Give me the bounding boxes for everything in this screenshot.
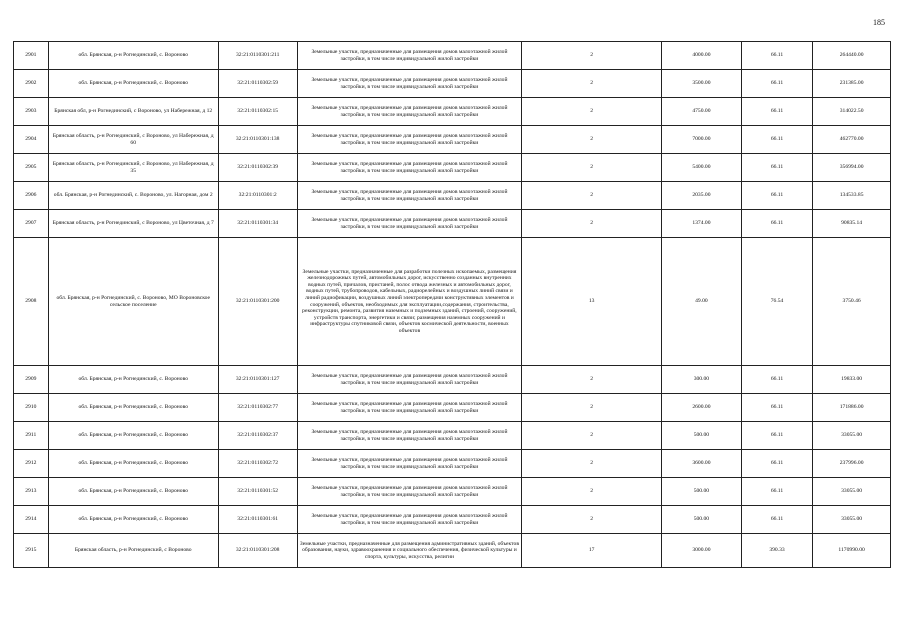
address-cell: обл. Брянская, р-н Рогнединский, с. Вороново, ул. Нагорная, дом 2 bbox=[48, 182, 218, 210]
row-number: 2913 bbox=[14, 478, 49, 506]
row-number: 2911 bbox=[14, 422, 49, 450]
address-cell: обл. Брянская, р-н Рогнединский, с. Вороново bbox=[48, 394, 218, 422]
table-row bbox=[14, 478, 891, 506]
cadastral-number-cell: 32:21:0110301:2 bbox=[218, 182, 297, 210]
cadastral-value-cell: 33055.00 bbox=[813, 506, 891, 534]
group-cell: 2 bbox=[522, 394, 662, 422]
area-cell: 3000.00 bbox=[662, 534, 742, 568]
land-use-cell: Земельные участки, предназначенные для размещения домов малоэтажной жилой застройки, в том числе индивидуальной жилой застройки bbox=[297, 42, 522, 70]
area-cell: 5400.00 bbox=[662, 154, 742, 182]
specific-value-cell: 66.11 bbox=[741, 182, 812, 210]
group-cell: 2 bbox=[522, 366, 662, 394]
area-cell: 500.00 bbox=[662, 506, 742, 534]
address-cell: обл. Брянская, р-н Рогнединский, с. Вороново, МО Вороновское сельское поселение bbox=[48, 238, 218, 366]
table-row bbox=[14, 98, 891, 126]
cadastral-number-cell: 32:21:0110301:138 bbox=[218, 126, 297, 154]
area-cell: 500.00 bbox=[662, 478, 742, 506]
specific-value-cell: 66.11 bbox=[741, 42, 812, 70]
group-cell: 2 bbox=[522, 126, 662, 154]
group-cell: 2 bbox=[522, 70, 662, 98]
cadastral-value-cell: 3750.46 bbox=[813, 238, 891, 366]
group-cell: 13 bbox=[522, 238, 662, 366]
group-cell: 17 bbox=[522, 534, 662, 568]
group-cell: 2 bbox=[522, 154, 662, 182]
group-cell: 2 bbox=[522, 182, 662, 210]
row-number: 2908 bbox=[14, 238, 49, 366]
address-cell: обл. Брянская, р-н Рогнединский, с. Вороново bbox=[48, 506, 218, 534]
specific-value-cell: 66.11 bbox=[741, 366, 812, 394]
cadastral-value-cell: 33055.00 bbox=[813, 478, 891, 506]
cadastral-number-cell: 32:21:0110301:127 bbox=[218, 366, 297, 394]
cadastral-value-cell: 314022.50 bbox=[813, 98, 891, 126]
cadastral-value-cell: 19833.00 bbox=[813, 366, 891, 394]
area-cell: 4000.00 bbox=[662, 42, 742, 70]
table-row bbox=[14, 450, 891, 478]
area-cell: 3600.00 bbox=[662, 450, 742, 478]
cadastral-number-cell: 32:21:0110301:208 bbox=[218, 534, 297, 568]
table-row bbox=[14, 394, 891, 422]
row-number: 2901 bbox=[14, 42, 49, 70]
row-number: 2906 bbox=[14, 182, 49, 210]
address-cell: обл. Брянская, р-н Рогнединский, с. Вороново bbox=[48, 450, 218, 478]
specific-value-cell: 66.11 bbox=[741, 450, 812, 478]
land-use-cell: Земельные участки, предназначенные для размещения домов малоэтажной жилой застройки, в том числе индивидуальной жилой застройки bbox=[297, 366, 522, 394]
address-cell: обл. Брянская, р-н Рогнединский, с. Вороново bbox=[48, 366, 218, 394]
table-row bbox=[14, 366, 891, 394]
area-cell: 1374.00 bbox=[662, 210, 742, 238]
row-number: 2915 bbox=[14, 534, 49, 568]
address-cell: обл. Брянская, р-н Рогнединский, с. Вороново bbox=[48, 42, 218, 70]
land-use-cell: Земельные участки, предназначенные для размещения домов малоэтажной жилой застройки, в том числе индивидуальной жилой застройки bbox=[297, 182, 522, 210]
group-cell: 2 bbox=[522, 506, 662, 534]
table-row bbox=[14, 534, 891, 568]
address-cell: Брянская обл, р-н Рогнединский, с Вороново, ул Набережная, д 12 bbox=[48, 98, 218, 126]
address-cell: Брянская область, р-н Рогнединский, с Вороново, ул Цветочная, д 7 bbox=[48, 210, 218, 238]
specific-value-cell: 66.11 bbox=[741, 70, 812, 98]
row-number: 2909 bbox=[14, 366, 49, 394]
land-use-cell: Земельные участки, предназначенные для размещения домов малоэтажной жилой застройки, в том числе индивидуальной жилой застройки bbox=[297, 154, 522, 182]
cadastral-number-cell: 32:21:0110302:15 bbox=[218, 98, 297, 126]
area-cell: 300.00 bbox=[662, 366, 742, 394]
cadastral-value-cell: 237996.00 bbox=[813, 450, 891, 478]
cadastral-value-cell: 134533.85 bbox=[813, 182, 891, 210]
cadastral-number-cell: 32:21:0110301:34 bbox=[218, 210, 297, 238]
land-use-cell: Земельные участки, предназначенные для размещения домов малоэтажной жилой застройки, в том числе индивидуальной жилой застройки bbox=[297, 478, 522, 506]
group-cell: 2 bbox=[522, 98, 662, 126]
table-row bbox=[14, 506, 891, 534]
cadastral-value-cell: 264440.00 bbox=[813, 42, 891, 70]
cadastral-value-cell: 90835.14 bbox=[813, 210, 891, 238]
land-use-cell: Земельные участки, предназначенные для размещения домов малоэтажной жилой застройки, в том числе индивидуальной жилой застройки bbox=[297, 422, 522, 450]
specific-value-cell: 66.11 bbox=[741, 210, 812, 238]
group-cell: 2 bbox=[522, 210, 662, 238]
specific-value-cell: 66.11 bbox=[741, 98, 812, 126]
row-number: 2904 bbox=[14, 126, 49, 154]
land-use-cell: Земельные участки, предназначенные для размещения домов малоэтажной жилой застройки, в том числе индивидуальной жилой застройки bbox=[297, 70, 522, 98]
land-use-cell: Земельные участки, предназначенные для размещения домов малоэтажной жилой застройки, в том числе индивидуальной жилой застройки bbox=[297, 394, 522, 422]
cadastral-number-cell: 32:21:0110301:211 bbox=[218, 42, 297, 70]
cadastral-number-cell: 32:21:0110302:39 bbox=[218, 154, 297, 182]
land-use-cell: Земельные участки, предназначенные для размещения домов малоэтажной жилой застройки, в том числе индивидуальной жилой застройки bbox=[297, 98, 522, 126]
row-number: 2912 bbox=[14, 450, 49, 478]
area-cell: 49.00 bbox=[662, 238, 742, 366]
table-row bbox=[14, 70, 891, 98]
area-cell: 2035.00 bbox=[662, 182, 742, 210]
land-use-cell: Земельные участки, предназначенные для размещения административных зданий, объектов образования, науки, здравоохранения и социального обеспечения, физической культуры и спорта, культуры, искусства, религии bbox=[297, 534, 522, 568]
cadastral-number-cell: 32:21:0110302:59 bbox=[218, 70, 297, 98]
area-cell: 4750.00 bbox=[662, 98, 742, 126]
address-cell: обл. Брянская, р-н Рогнединский, с. Вороново bbox=[48, 478, 218, 506]
address-cell: обл. Брянская, р-н Рогнединский, с. Вороново bbox=[48, 422, 218, 450]
group-cell: 2 bbox=[522, 450, 662, 478]
specific-value-cell: 66.11 bbox=[741, 478, 812, 506]
cadastral-value-cell: 231385.00 bbox=[813, 70, 891, 98]
area-cell: 7000.00 bbox=[662, 126, 742, 154]
page-number: 185 bbox=[873, 18, 885, 27]
table-row bbox=[14, 126, 891, 154]
land-use-cell: Земельные участки, предназначенные для разработки полезных ископаемых, размещения железнодорожных путей, автомобильных дорог, искусственно созданных внутренних водных путей, причалов, пристаней, полос отвода железных и автомобильных дорог, водных путей, трубопроводов, кабельных, радиорелейных и воздушных линий связи и линий радиофикации, воздушных линий электропередачи конструктивных элементов и сооружений, объектов, необходимых для эксплуатации,содержания, строительства, реконструкции, ремонта, развития наземных и подземных зданий, строений, сооружений, устройств транспорта, энергетики и связи; размещения наземных сооружений и инфраструктуры спутниковой связи, объектов космической деятельности, военных объектов bbox=[297, 238, 522, 366]
cadastral-value-cell: 462770.00 bbox=[813, 126, 891, 154]
row-number: 2910 bbox=[14, 394, 49, 422]
row-number: 2907 bbox=[14, 210, 49, 238]
row-number: 2914 bbox=[14, 506, 49, 534]
table-body bbox=[14, 42, 891, 568]
address-cell: Брянская область, р-н Рогнединский, с Вороново, ул Набережная, д 60 bbox=[48, 126, 218, 154]
area-cell: 3500.00 bbox=[662, 70, 742, 98]
cadastral-value-cell: 1170990.00 bbox=[813, 534, 891, 568]
cadastral-number-cell: 32:21:0110301:61 bbox=[218, 506, 297, 534]
group-cell: 2 bbox=[522, 422, 662, 450]
address-cell: Брянская область, р-н Рогнединский, с Вороново, ул Набережная, д 35 bbox=[48, 154, 218, 182]
specific-value-cell: 66.11 bbox=[741, 154, 812, 182]
specific-value-cell: 76.54 bbox=[741, 238, 812, 366]
specific-value-cell: 66.11 bbox=[741, 126, 812, 154]
specific-value-cell: 66.11 bbox=[741, 394, 812, 422]
cadastral-number-cell: 32:21:0110301:200 bbox=[218, 238, 297, 366]
row-number: 2902 bbox=[14, 70, 49, 98]
row-number: 2903 bbox=[14, 98, 49, 126]
land-use-cell: Земельные участки, предназначенные для размещения домов малоэтажной жилой застройки, в том числе индивидуальной жилой застройки bbox=[297, 126, 522, 154]
specific-value-cell: 66.11 bbox=[741, 506, 812, 534]
table-row bbox=[14, 210, 891, 238]
cadastral-number-cell: 32:21:0110302:72 bbox=[218, 450, 297, 478]
specific-value-cell: 390.33 bbox=[741, 534, 812, 568]
address-cell: обл. Брянская, р-н Рогнединский, с. Вороново bbox=[48, 70, 218, 98]
group-cell: 2 bbox=[522, 478, 662, 506]
land-use-cell: Земельные участки, предназначенные для размещения домов малоэтажной жилой застройки, в том числе индивидуальной жилой застройки bbox=[297, 210, 522, 238]
address-cell: Брянская область, р-н Рогнединский, с Вороново bbox=[48, 534, 218, 568]
cadastral-value-cell: 171886.00 bbox=[813, 394, 891, 422]
cadastral-number-cell: 32:21:0110302:77 bbox=[218, 394, 297, 422]
cadastral-value-cell: 33055.00 bbox=[813, 422, 891, 450]
cadastral-number-cell: 32:21:0110301:52 bbox=[218, 478, 297, 506]
table-row bbox=[14, 154, 891, 182]
cadastral-number-cell: 32:21:0110302:37 bbox=[218, 422, 297, 450]
group-cell: 2 bbox=[522, 42, 662, 70]
table-row bbox=[14, 182, 891, 210]
area-cell: 2600.00 bbox=[662, 394, 742, 422]
table-row bbox=[14, 238, 891, 366]
cadastral-value-table bbox=[13, 41, 891, 568]
table-row bbox=[14, 42, 891, 70]
row-number: 2905 bbox=[14, 154, 49, 182]
land-use-cell: Земельные участки, предназначенные для размещения домов малоэтажной жилой застройки, в том числе индивидуальной жилой застройки bbox=[297, 450, 522, 478]
table-row bbox=[14, 422, 891, 450]
area-cell: 500.00 bbox=[662, 422, 742, 450]
cadastral-value-cell: 356994.00 bbox=[813, 154, 891, 182]
specific-value-cell: 66.11 bbox=[741, 422, 812, 450]
land-use-cell: Земельные участки, предназначенные для размещения домов малоэтажной жилой застройки, в том числе индивидуальной жилой застройки bbox=[297, 506, 522, 534]
